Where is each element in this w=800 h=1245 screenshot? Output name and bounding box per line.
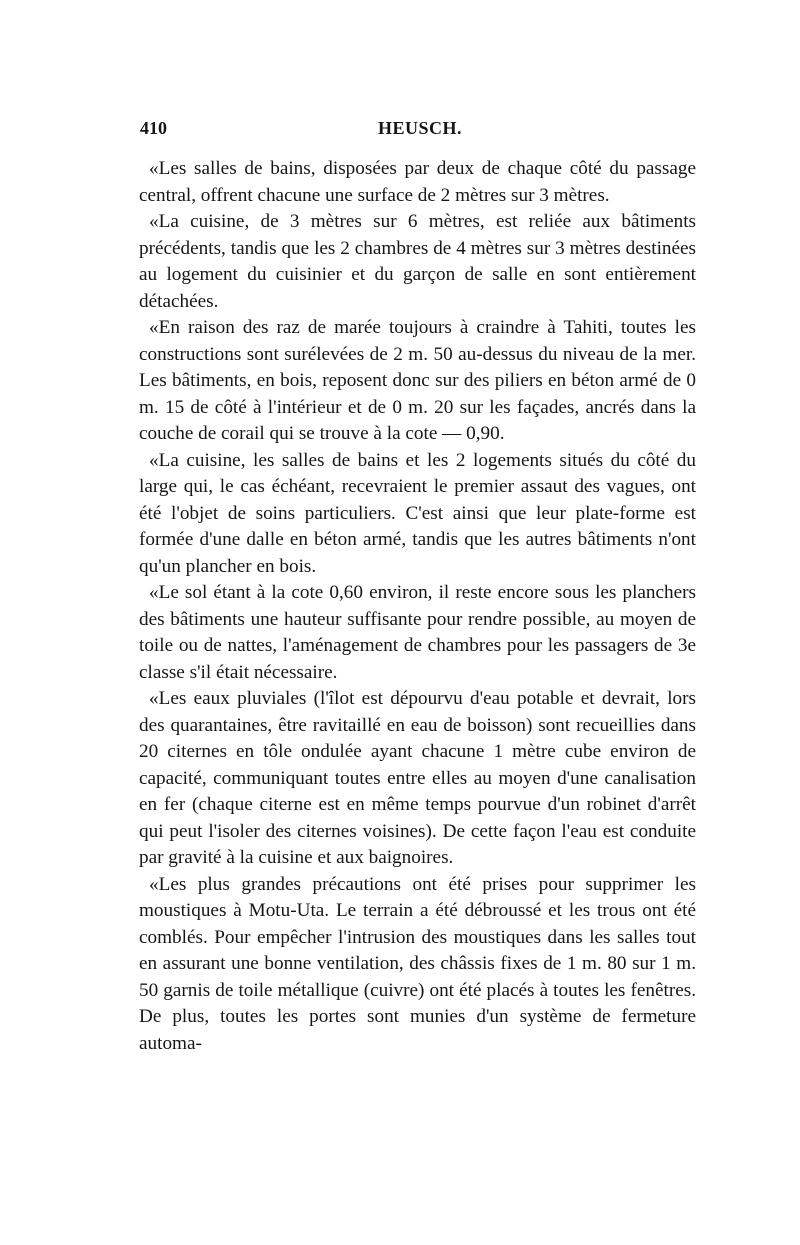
body-text <box>139 156 696 1057</box>
paragraph-kitchen: «La cuisine, de 3 mètres sur 6 mètres, est reliée aux bâtiments précédents, tandis que les 2 chambres de 4 mètres sur 3 mètres destinées au logement du cuisinier et du garçon de salle en sont entièrement détachées. <box>139 211 696 312</box>
page-number: 410 <box>140 118 167 138</box>
paragraph-seaward-buildings: «La cuisine, les salles de bains et les 2 logements situés du côté du large qui, le cas échéant, recevraient le premier assaut des vagues, ont été l'objet de soins particuliers. C'est ainsi que leur plate-forme est formée d'une dalle en béton armé, tandis que les autres bâtiments n'ont qu'un plancher en bois. <box>139 449 696 577</box>
paragraph-ground-level: «Le sol étant à la cote 0,60 environ, il reste encore sous les planchers des bâtiments une hauteur suffisante pour rendre possible, au moyen de toile ou de nattes, l'aménagement de chambres pour les passagers de 3e classe s'il était nécessaire. <box>139 582 696 683</box>
paragraph-bathrooms: «Les salles de bains, disposées par deux de chaque côté du passage central, offrent chacune une surface de 2 mètres sur 3 mètres. <box>139 158 696 206</box>
page-header <box>140 118 700 142</box>
running-head: HEUSCH. <box>377 118 463 138</box>
paragraph-tidal-waves: «En raison des raz de marée toujours à craindre à Tahiti, toutes les constructions sont surélevées de 2 m. 50 au-dessus du niveau de la mer. Les bâtiments, en bois, reposent donc sur des piliers en béton armé de 0 m. 15 de côté à l'intérieur et de 0 m. 20 sur les façades, ancrés dans la couche de corail qui se trouve à la cote — 0,90. <box>139 317 696 444</box>
paragraph-mosquitoes: «Les plus grandes précautions ont été prises pour supprimer les moustiques à Motu-Uta. Le terrain a été débroussé et les trous ont été comblés. Pour empêcher l'intrusion des moustiques dans les salles tout en assurant une bonne ventilation, des châssis fixes de 1 m. 80 sur 1 m. 50 garnis de toile métallique (cuivre) ont été placés à toutes les fenêtres. De plus, toutes les portes sont munies d'un système de fermeture automa- <box>139 873 696 1054</box>
paragraph-rainwater: «Les eaux pluviales (l'îlot est dépourvu d'eau potable et devrait, lors des quarantaines, être ravitaillé en eau de boisson) sont recueillies dans 20 citernes en tôle ondulée ayant chacune 1 mètre cube environ de capacité, communiquant toutes entre elles au moyen d'une canalisation en fer (chaque citerne est en même temps pourvue d'un robinet d'arrêt qui peut l'isoler des citernes voisines). De cette façon l'eau est conduite par gravité à la cuisine et aux baignoires. <box>139 688 696 868</box>
